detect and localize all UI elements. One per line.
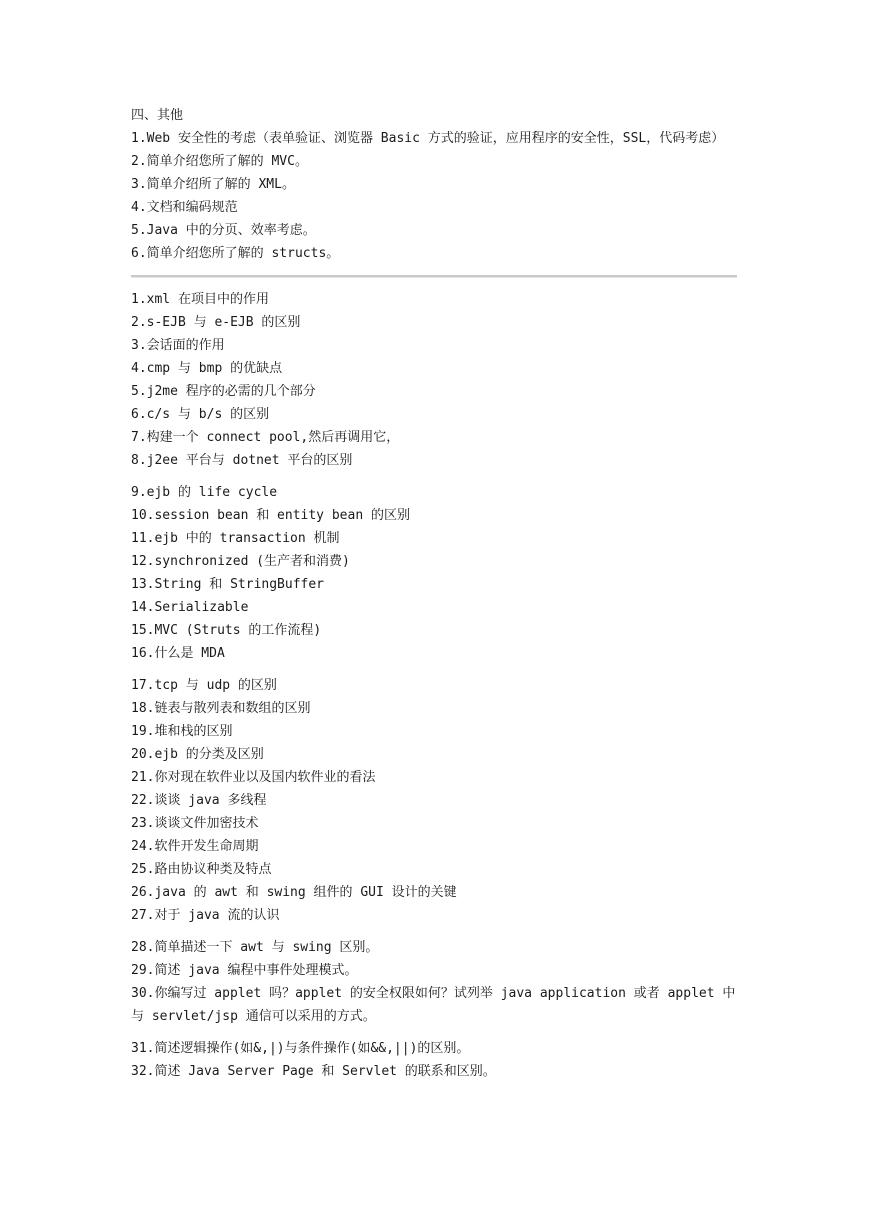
list-item: 4.文档和编码规范 bbox=[131, 200, 238, 215]
question-group-1 bbox=[131, 288, 741, 472]
list-item: 10.session bean 和 entity bean 的区别 bbox=[131, 508, 410, 523]
list-item: 15.MVC (Struts 的工作流程) bbox=[131, 623, 322, 638]
horizontal-divider bbox=[131, 275, 737, 278]
list-item: 5.j2me 程序的必需的几个部分 bbox=[131, 384, 316, 399]
list-item: 22.谈谈 java 多线程 bbox=[131, 793, 267, 808]
list-item: 6.简单介绍您所了解的 structs。 bbox=[131, 246, 340, 261]
list-item: 30.你编写过 applet 吗？applet 的安全权限如何？试列举 java application 或者 applet 中与 servlet/jsp 通信可以采用的方式。 bbox=[131, 986, 736, 1024]
list-item: 2.简单介绍您所了解的 MVC。 bbox=[131, 154, 308, 169]
list-item: 1.xml 在项目中的作用 bbox=[131, 292, 269, 307]
list-item: 4.cmp 与 bmp 的优缺点 bbox=[131, 361, 283, 376]
list-item: 6.c/s 与 b/s 的区别 bbox=[131, 407, 270, 422]
section-heading: 四、其他 bbox=[131, 108, 184, 123]
list-item: 20.ejb 的分类及区别 bbox=[131, 747, 264, 762]
list-item: 24.软件开发生命周期 bbox=[131, 839, 259, 854]
list-item: 1.Web 安全性的考虑（表单验证、浏览器 Basic 方式的验证，应用程序的安全性，SSL，代码考虑） bbox=[131, 131, 725, 146]
document-page bbox=[131, 104, 741, 1092]
question-group-4 bbox=[131, 936, 741, 1028]
list-item: 12.synchronized (生产者和消费) bbox=[131, 554, 350, 569]
list-item: 23.谈谈文件加密技术 bbox=[131, 816, 259, 831]
list-item: 26.java 的 awt 和 swing 组件的 GUI 设计的关键 bbox=[131, 885, 457, 900]
list-item: 17.tcp 与 udp 的区别 bbox=[131, 678, 277, 693]
list-item: 31.简述逻辑操作(如&,|)与条件操作(如&&,||)的区别。 bbox=[131, 1041, 470, 1056]
list-item: 14.Serializable bbox=[131, 600, 249, 615]
list-item: 21.你对现在软件业以及国内软件业的看法 bbox=[131, 770, 376, 785]
question-group-2 bbox=[131, 481, 741, 665]
list-item: 27.对于 java 流的认识 bbox=[131, 908, 280, 923]
list-item: 7.构建一个 connect pool,然后再调用它， bbox=[131, 430, 400, 445]
list-item: 2.s-EJB 与 e-EJB 的区别 bbox=[131, 315, 301, 330]
list-item: 19.堆和栈的区别 bbox=[131, 724, 233, 739]
list-item: 8.j2ee 平台与 dotnet 平台的区别 bbox=[131, 453, 353, 468]
list-item: 13.String 和 StringBuffer bbox=[131, 577, 325, 592]
list-item: 5.Java 中的分页、效率考虑。 bbox=[131, 223, 316, 238]
list-item: 29.简述 java 编程中事件处理模式。 bbox=[131, 963, 358, 978]
list-item: 28.简单描述一下 awt 与 swing 区别。 bbox=[131, 940, 379, 955]
list-item: 25.路由协议种类及特点 bbox=[131, 862, 272, 877]
question-group-5 bbox=[131, 1037, 741, 1083]
list-item: 3.简单介绍所了解的 XML。 bbox=[131, 177, 295, 192]
list-item: 32.简述 Java Server Page 和 Servlet 的联系和区别。 bbox=[131, 1064, 496, 1079]
section-other bbox=[131, 104, 741, 265]
question-group-3 bbox=[131, 674, 741, 927]
list-item: 9.ejb 的 life cycle bbox=[131, 485, 278, 500]
list-item: 16.什么是 MDA bbox=[131, 646, 225, 661]
list-item: 3.会话面的作用 bbox=[131, 338, 225, 353]
list-item: 18.链表与散列表和数组的区别 bbox=[131, 701, 311, 716]
list-item: 11.ejb 中的 transaction 机制 bbox=[131, 531, 340, 546]
